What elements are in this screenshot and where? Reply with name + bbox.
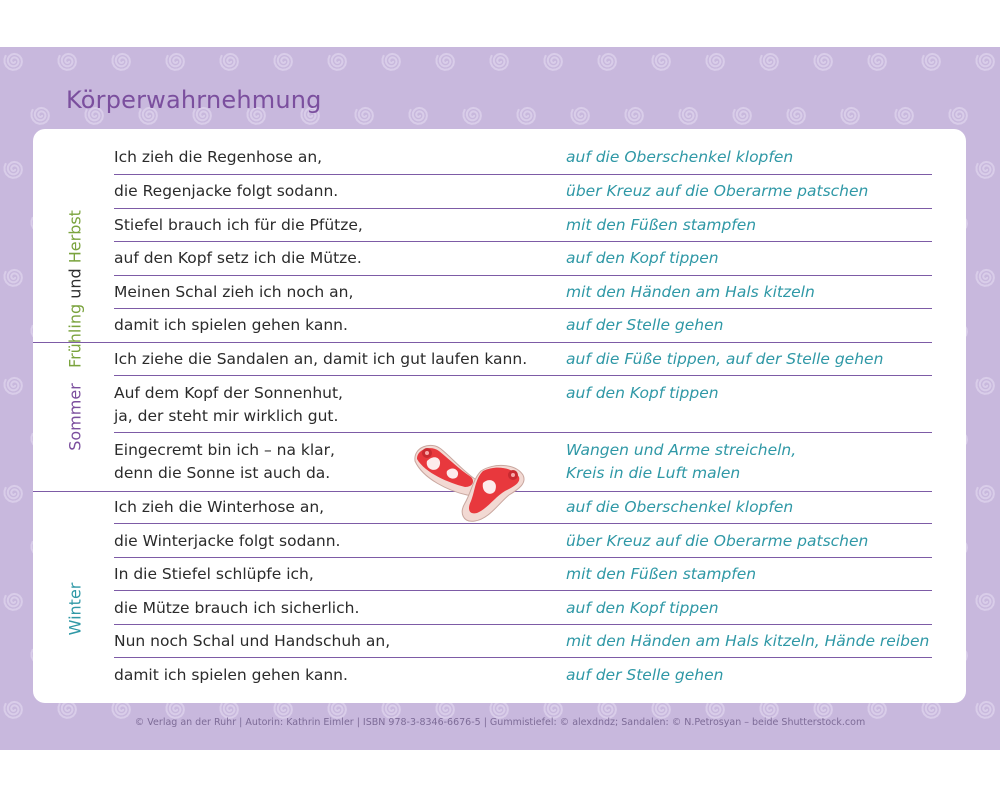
lyric-line: die Regenjacke folgt sodann. (114, 182, 339, 200)
lyric-line: In die Stiefel schlüpfe ich, (114, 565, 314, 583)
swirl-decoration (977, 270, 994, 286)
swirl-decoration (329, 54, 346, 70)
action-text (566, 664, 723, 687)
swirl-decoration (437, 702, 454, 718)
swirl-decoration (491, 702, 508, 718)
action-text (566, 530, 868, 553)
action-text (566, 382, 719, 405)
action-text (566, 348, 883, 371)
action-line: Kreis in die Luft malen (566, 464, 741, 482)
swirl-decoration (383, 54, 400, 70)
lyric-line: Ich zieh die Regenhose an, (114, 148, 323, 166)
swirl-decoration (707, 54, 724, 70)
swirl-decoration (977, 54, 994, 70)
swirl-decoration (5, 378, 22, 394)
swirl-decoration (572, 108, 589, 124)
lyric-line: Stiefel brauch ich für die Pfütze, (114, 216, 363, 234)
action-line: auf den Kopf tippen (566, 599, 719, 617)
swirl-decoration (761, 54, 778, 70)
lyric-line: die Mütze brauch ich sicherlich. (114, 599, 360, 617)
swirl-decoration (788, 108, 805, 124)
row-divider (114, 308, 932, 309)
row-divider (114, 432, 932, 433)
swirl-decoration (221, 54, 238, 70)
swirl-decoration (599, 54, 616, 70)
lyric-text (114, 597, 359, 620)
swirl-decoration (869, 702, 886, 718)
lyric-text (114, 247, 362, 270)
action-text (566, 247, 719, 270)
swirl-decoration (329, 702, 346, 718)
swirl-decoration (5, 594, 22, 610)
lyric-text (114, 664, 348, 687)
swirl-decoration (977, 162, 994, 178)
swirl-decoration (761, 702, 778, 718)
swirl-decoration (545, 702, 562, 718)
page-title: Körperwahrnehmung (66, 86, 322, 114)
action-line: auf die Oberschenkel klopfen (566, 148, 794, 166)
lyric-text (114, 530, 340, 553)
swirl-decoration (653, 54, 670, 70)
action-text (566, 496, 793, 519)
swirl-decoration (464, 108, 481, 124)
lyric-line: Eingecremt bin ich – na klar, (114, 441, 335, 459)
lyric-line: Ich ziehe die Sandalen an, damit ich gut laufen kann. (114, 350, 528, 368)
lyric-text (114, 439, 335, 485)
swirl-decoration (167, 702, 184, 718)
action-text (566, 630, 929, 653)
swirl-decoration (842, 108, 859, 124)
row-divider (114, 657, 932, 658)
row-divider (114, 174, 932, 175)
copyright-footer: © Verlag an der Ruhr | Autorin: Kathrin Eimler | ISBN 978-3-8346-6676-5 | Gummistiefel: © alexdndz; Sandalen: © N.Petrosyan – beide Shutterstock.com (134, 717, 866, 728)
action-text (566, 281, 815, 304)
swirl-decoration (734, 108, 751, 124)
lyric-line: Ich zieh die Winterhose an, (114, 498, 325, 516)
lyric-line: denn die Sonne ist auch da. (114, 464, 331, 482)
lyric-text (114, 214, 363, 237)
action-text (566, 597, 719, 620)
season-separator (33, 342, 114, 343)
swirl-decoration (5, 270, 22, 286)
lyric-line: auf den Kopf setz ich die Mütze. (114, 249, 362, 267)
season-label-summer: Sommer (65, 383, 85, 451)
action-line: mit den Händen am Hals kitzeln, Hände reiben (566, 632, 930, 650)
swirl-decoration (383, 702, 400, 718)
swirl-decoration (896, 108, 913, 124)
action-text (566, 314, 723, 337)
season-label-winter: Winter (65, 582, 85, 636)
content-panel (33, 129, 966, 703)
swirl-decoration (977, 378, 994, 394)
lyric-line: die Winterjacke folgt sodann. (114, 532, 341, 550)
lyric-text (114, 281, 353, 304)
season-label-and: und (65, 263, 85, 304)
action-text (566, 180, 868, 203)
lyric-text (114, 630, 390, 653)
row-divider (114, 208, 932, 209)
swirl-decoration (5, 54, 22, 70)
swirl-decoration (815, 54, 832, 70)
row-divider (114, 241, 932, 242)
swirl-decoration (356, 108, 373, 124)
lyric-text (114, 563, 314, 586)
lyric-text (114, 382, 343, 428)
swirl-decoration (977, 594, 994, 610)
swirl-decoration (167, 54, 184, 70)
season-separator (33, 491, 114, 492)
action-line: über Kreuz auf die Oberarme patschen (566, 532, 869, 550)
sandals-illustration (409, 439, 527, 524)
swirl-decoration (410, 108, 427, 124)
swirl-decoration (707, 702, 724, 718)
season-label-autumn: Herbst (65, 210, 85, 264)
lyric-line: Nun noch Schal und Handschuh an, (114, 632, 391, 650)
action-text (566, 146, 793, 169)
row-divider (114, 557, 932, 558)
action-line: mit den Füßen stampfen (566, 216, 757, 234)
swirl-decoration (113, 54, 130, 70)
card-background (0, 47, 1000, 750)
lyric-text (114, 496, 324, 519)
action-line: über Kreuz auf die Oberarme patschen (566, 182, 869, 200)
lyric-line: ja, der steht mir wirklich gut. (114, 407, 339, 425)
swirl-decoration (5, 702, 22, 718)
swirl-decoration (518, 108, 535, 124)
action-line: mit den Füßen stampfen (566, 565, 757, 583)
swirl-decoration (221, 702, 238, 718)
swirl-decoration (815, 702, 832, 718)
swirl-decoration (680, 108, 697, 124)
action-line: auf die Oberschenkel klopfen (566, 498, 794, 516)
swirl-decoration (923, 54, 940, 70)
action-text (566, 563, 756, 586)
swirl-decoration (869, 54, 886, 70)
swirl-decoration (32, 108, 49, 124)
row-divider (114, 375, 932, 376)
lyric-line: damit ich spielen gehen kann. (114, 666, 348, 684)
lyric-line: Meinen Schal zieh ich noch an, (114, 283, 354, 301)
row-divider (114, 275, 932, 276)
swirl-decoration (950, 108, 967, 124)
swirl-decoration (491, 54, 508, 70)
swirl-decoration (59, 702, 76, 718)
action-line: auf der Stelle gehen (566, 666, 724, 684)
row-divider (114, 590, 932, 591)
swirl-decoration (977, 486, 994, 502)
action-line: Wangen und Arme streicheln, (566, 441, 797, 459)
lyric-text (114, 146, 322, 169)
swirl-decoration (113, 702, 130, 718)
action-line: auf die Füße tippen, auf der Stelle gehen (566, 350, 884, 368)
swirl-decoration (275, 54, 292, 70)
swirl-decoration (545, 54, 562, 70)
action-text (566, 214, 756, 237)
swirl-decoration (626, 108, 643, 124)
action-line: auf den Kopf tippen (566, 249, 719, 267)
action-line: mit den Händen am Hals kitzeln (566, 283, 815, 301)
lyric-text (114, 180, 338, 203)
swirl-decoration (437, 54, 454, 70)
swirl-decoration (5, 162, 22, 178)
season-label-spring-autumn (66, 210, 85, 368)
swirl-decoration (275, 702, 292, 718)
swirl-decoration (923, 702, 940, 718)
season-label-spring: Frühling (65, 303, 85, 368)
lyric-line: damit ich spielen gehen kann. (114, 316, 348, 334)
action-line: auf den Kopf tippen (566, 384, 719, 402)
swirl-decoration (59, 54, 76, 70)
swirl-decoration (5, 486, 22, 502)
sandal-left (415, 445, 479, 495)
swirl-decoration (977, 702, 994, 718)
lyric-text (114, 314, 348, 337)
row-divider (114, 624, 932, 625)
swirl-decoration (599, 702, 616, 718)
row-divider (114, 342, 932, 343)
action-line: auf der Stelle gehen (566, 316, 724, 334)
action-text (566, 439, 796, 485)
sandal-right (462, 465, 524, 521)
lyric-text (114, 348, 527, 371)
lyric-line: Auf dem Kopf der Sonnenhut, (114, 384, 343, 402)
swirl-decoration (653, 702, 670, 718)
